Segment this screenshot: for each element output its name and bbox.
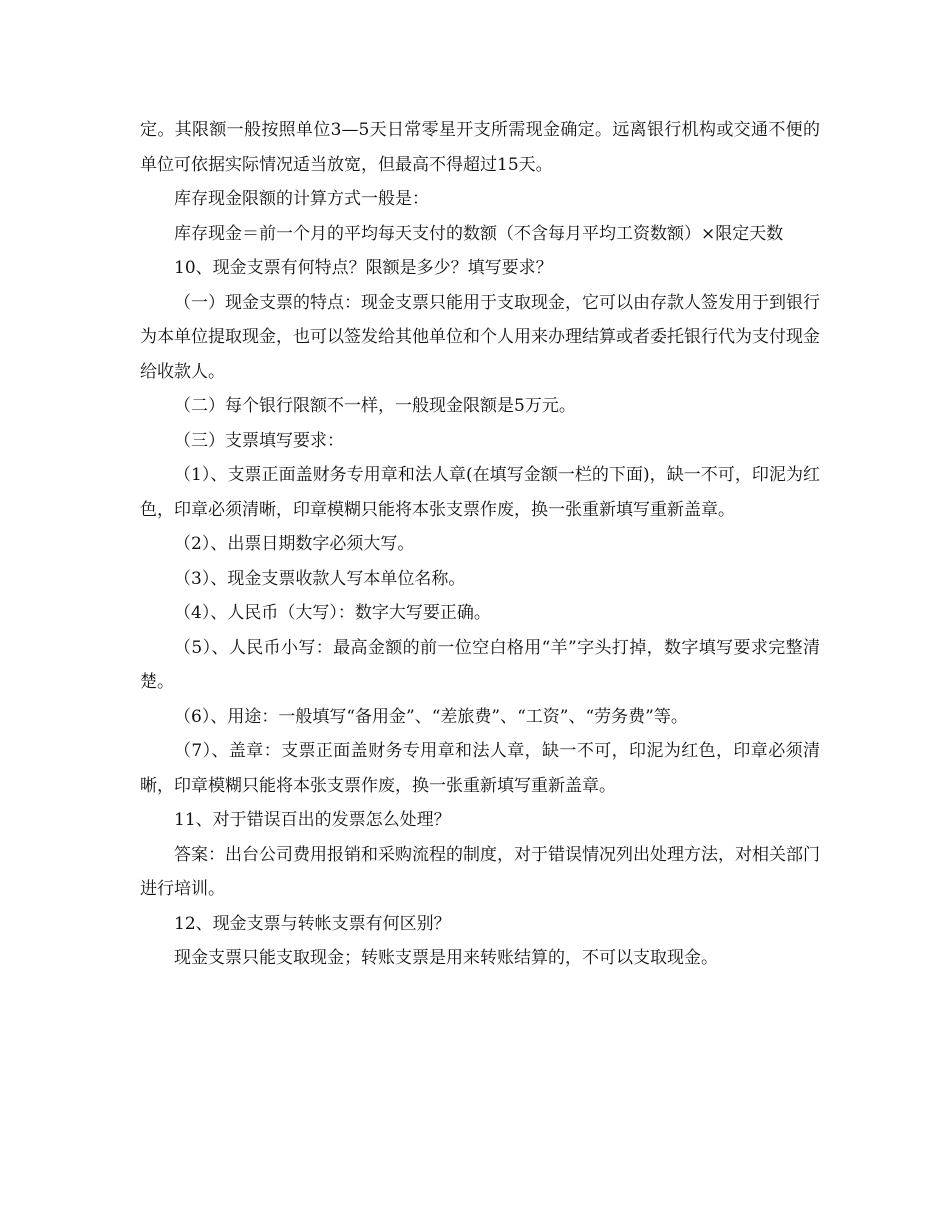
requirement-1: （1）、支票正面盖财务专用章和法人章(在填写金额一栏的下面)，缺一不可，印泥为红色，印章必须清晰，印章模糊只能将本张支票作废，换一张重新填写重新盖章。 — [140, 465, 820, 520]
paragraph-formula: 库存现金＝前一个月的平均每天支付的数额（不含每月平均工资数额）×限定天数 — [174, 223, 784, 244]
question-12: 12、现金支票与转帐支票有何区别？ — [174, 913, 451, 934]
question-10: 10、现金支票有何特点？限额是多少？填写要求？ — [174, 258, 553, 278]
paragraph-cheque-features: （一）现金支票的特点：现金支票只能用于支取现金，它可以由存款人签发用于到银行为本单位提取现金，也可以签发给其他单位和个人用来办理结算或者委托银行代为支付现金给收款人。 — [140, 292, 820, 382]
paragraph-limit-rule: 定。其限额一般按照单位3—5天日常零星开支所需现金确定。远离银行机构或交通不便的单位可依据实际情况适当放宽，但最高不得超过15天。 — [140, 120, 820, 175]
document-page — [140, 113, 820, 976]
requirement-7: （7）、盖章：支票正面盖财务专用章和法人章，缺一不可，印泥为红色，印章必须清晰，印章模糊只能将本张支票作废，换一张重新填写重新盖章。 — [140, 741, 820, 796]
requirement-6: （6）、用途：一般填写“备用金”、“差旅费”、“工资”、“劳务费”等。 — [174, 706, 688, 727]
answer-12: 现金支票只能支取现金；转账支票是用来转账结算的，不可以支取现金。 — [174, 948, 718, 968]
requirement-3: （3）、现金支票收款人写本单位名称。 — [174, 568, 466, 589]
paragraph-formula-intro: 库存现金限额的计算方式一般是： — [174, 189, 429, 209]
paragraph-cheque-limit: （二）每个银行限额不一样，一般现金限额是5万元。 — [174, 396, 576, 416]
requirement-2: （2）、出票日期数字必须大写。 — [174, 534, 415, 554]
answer-11: 答案：出台公司费用报销和采购流程的制度，对于错误情况列出处理方法，对相关部门进行培训。 — [140, 844, 820, 899]
paragraph-fill-requirements: （三）支票填写要求： — [174, 430, 344, 451]
requirement-4: （4）、人民币（大写）：数字大写要正确。 — [174, 603, 491, 623]
question-11: 11、对于错误百出的发票怎么处理？ — [174, 810, 451, 830]
requirement-5: （5）、人民币小写：最高金额的前一位空白格用“羊”字头打掉，数字填写要求完整清楚。 — [140, 637, 820, 692]
